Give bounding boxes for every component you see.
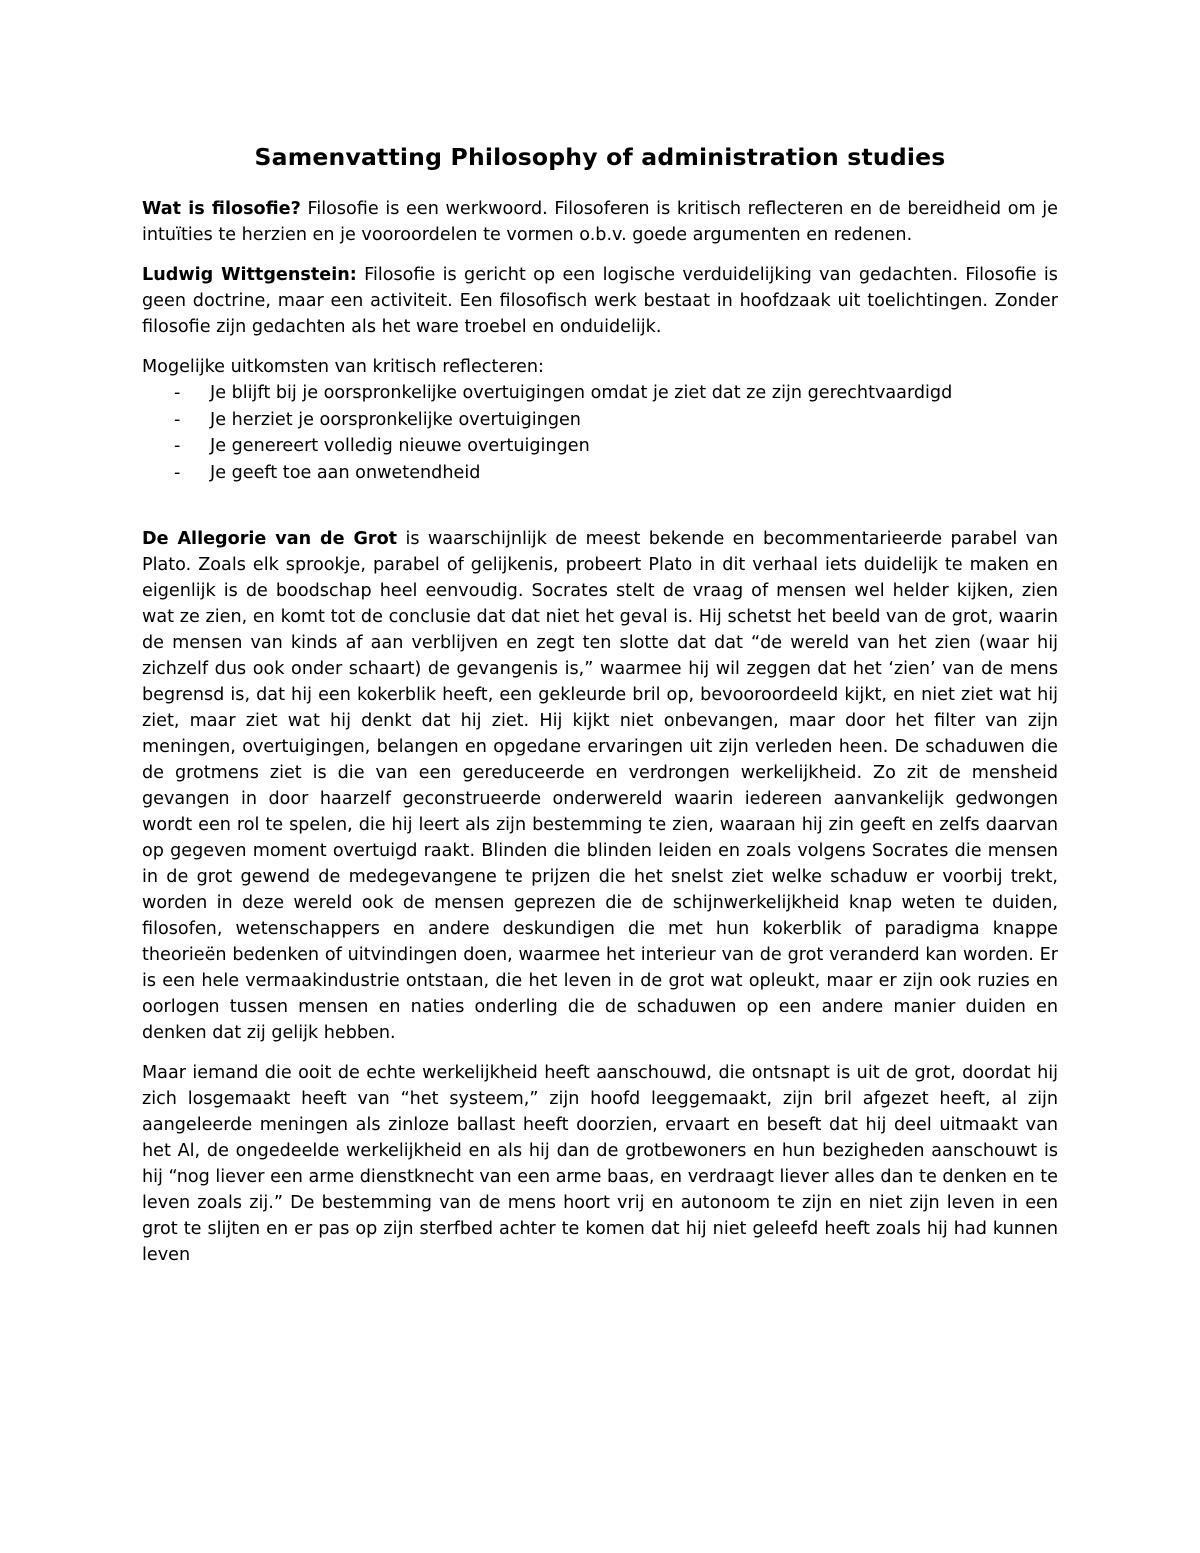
list-bullet: - <box>174 409 181 430</box>
list-item-text: Je herziet je oorspronkelijke overtuigingen <box>210 409 581 430</box>
list-item <box>142 433 1058 460</box>
list-bullet: - <box>174 383 181 403</box>
outcomes-list <box>142 380 1058 486</box>
list-item <box>142 460 1058 487</box>
document-title: Samenvatting Philosophy of administration studies <box>254 143 946 171</box>
allegory-text: is waarschijnlijk de meest bekende en becommentarieerde parabel van Plato. Zoals elk sprookje, parabel of gelijkenis, probeert Plato in dit verhaal iets duidelijk te maken en eigenlijk is de boodschap heel eenvoudig. Socrates stelt de vraag of mensen wel helder kijken, zien wat ze zien, en komt tot de conclusie dat dat niet het geval is. Hij schetst het beeld van de grot, waarin de mensen van kinds af aan verblijven en zegt ten slotte dat dat “de wereld van het zien (waar hij zichzelf dus ook onder schaart) de gevangenis is,” waarmee hij wil zeggen dat het ‘zien’ van de mens begrensd is, dat hij een kokerblik heeft, een gekleurde bril op, bevooroordeeld kijkt, en niet ziet wat hij ziet, maar ziet wat hij denkt dat hij ziet. Hij kijkt niet onbevangen, maar door het filter van zijn meningen, overtuigingen, belangen en opgedane ervaringen uit zijn verleden heen. De schaduwen die de grotmens ziet is die van een gereduceerde en verdrongen werkelijkheid. Zo zit de mensheid gevangen in door haarzelf geconstrueerde onderwereld waarin iedereen aanvankelijk gedwongen wordt een rol te spelen, die hij leert als zijn bestemming te zien, waaraan hij zin geeft en zelfs daarvan op gegeven moment overtuigd raakt. Blinden die blinden leiden en zoals volgens Socrates die mensen in de grot gewend de medegevangene te prijzen die het snelst ziet welke schaduw er voorbij trekt, worden in deze wereld ook de mensen geprezen die de schijnwerkelijkheid knap weten te duiden, filosofen, wetenschappers en andere deskundigen die met hun kokerblik of paradigma knappe theorieën bedenken of uitvindingen doen, waarmee het interieur van de grot veranderd kan worden. Er is een hele vermaakindustrie ontstaan, die het leven in de grot wat opleukt, maar er zijn ook ruzies en oorlogen tussen mensen en naties onderling die de schaduwen op een andere manier duiden en denken dat zij gelijk hebben. <box>142 529 1058 1043</box>
wittgenstein-text: Filosofie is gericht op een logische verduidelijking van gedachten. Filosofie is geen doctrine, maar een activiteit. Een filosofisch werk bestaat in hoofdzaak uit toelichtingen. Zonder filosofie zijn gedachten als het ware troebel en onduidelijk. <box>142 265 1058 337</box>
intro-text: Filosofie is een werkwoord. Filosoferen is kritisch reflecteren en de bereidheid om je intuïties te herzien en je vooroordelen te vormen o.b.v. goede argumenten en redenen. <box>142 199 1058 245</box>
allegory-paragraph <box>142 526 1058 1046</box>
list-item <box>142 407 1058 434</box>
list-item-text: Je blijft bij je oorspronkelijke overtuigingen omdat je ziet dat ze zijn gerechtvaardigd <box>210 383 953 403</box>
wittgenstein-paragraph <box>142 262 1058 340</box>
list-item-text: Je genereert volledig nieuwe overtuigingen <box>210 436 590 456</box>
list-bullet: - <box>174 436 181 456</box>
escape-paragraph: Maar iemand die ooit de echte werkelijkheid heeft aanschouwd, die ontsnapt is uit de grot, doordat hij zich losgemaakt heeft van “het systeem,” zijn hoofd leeggemaakt, zijn bril afgezet heeft, al zijn aangeleerde meningen als zinloze ballast heeft doorzien, ervaart en beseft dat hij deel uitmaakt van het Al, de ongedeelde werkelijkheid en als hij dan de grotbewoners en hun bezigheden aanschouwt is hij “nog liever een arme dienstknecht van een arme baas, en verdraagt liever alles dan te denken en te leven zoals zij.” De bestemming van de mens hoort vrij en autonoom te zijn en niet zijn leven in een grot te slijten en er pas op zijn sterfbed achter te komen dat hij niet geleefd heeft zoals hij had kunnen leven <box>142 1063 1058 1265</box>
list-item-text: Je geeft toe aan onwetendheid <box>210 462 481 483</box>
wittgenstein-lead: Ludwig Wittgenstein: <box>142 265 357 285</box>
intro-lead: Wat is filosofie? <box>142 199 301 219</box>
document-body <box>142 140 1058 1282</box>
list-bullet: - <box>174 462 181 483</box>
allegory-lead: De Allegorie van de Grot <box>142 529 398 549</box>
list-item <box>142 380 1058 407</box>
blank-line <box>142 500 1058 526</box>
outcomes-intro: Mogelijke uitkomsten van kritisch reflecteren: <box>142 357 544 377</box>
intro-paragraph <box>142 196 1058 248</box>
